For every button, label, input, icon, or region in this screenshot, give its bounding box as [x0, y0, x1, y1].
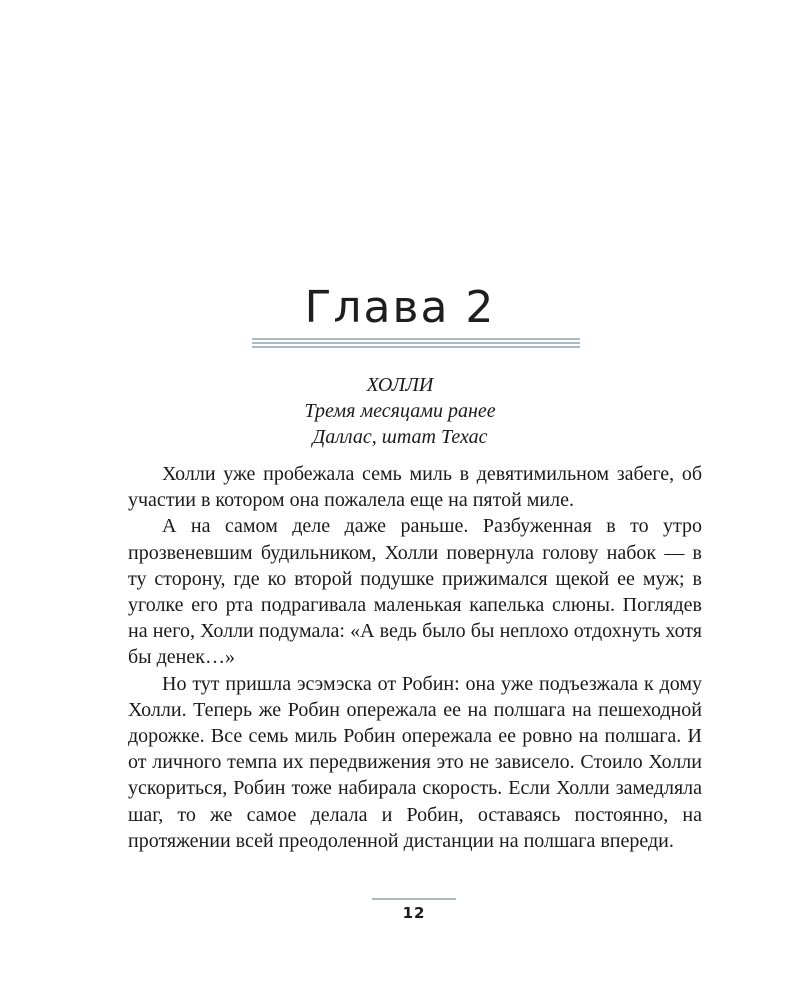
time-caption: Тремя месяцами ранее	[304, 400, 496, 422]
paragraph: Холли уже пробежала семь миль в девятимильном забеге, об участии в котором она пожалела еще на пятой миле.	[128, 463, 702, 512]
character-name: ХОЛЛИ	[366, 374, 434, 396]
chapter-title: Глава 2	[304, 282, 496, 333]
place-caption: Даллас, штат Техас	[312, 426, 488, 448]
body-text	[128, 461, 702, 854]
paragraph: Но тут пришла эсэмэска от Робин: она уже подъезжала к дому Холли. Теперь же Робин опережала ее на полшага на пешеходной дорожке. Все семь миль Робин опережала ее ровно на полшага. И от личного темпа их передвижения это не зависело. Стоило Холли ускориться, Робин тоже набирала скорость. Если Холли замедляла шаг, то же самое делала и Робин, оставаясь постоянно, на протяжении всей преодоленной дистанции на полшага впереди.	[128, 672, 702, 852]
chapter-header	[0, 372, 800, 450]
title-underline-rule	[252, 338, 580, 350]
page-number: 12	[402, 904, 426, 922]
footer-rule	[372, 898, 456, 900]
paragraph: А на самом деле даже раньше. Разбуженная в то утро прозвеневшим будильником, Холли повернула голову набок — в ту сторону, где ко второй подушке прижимался щекой ее муж; в уголке его рта подрагивала маленькая капелька слюны. Поглядев на него, Холли подумала: «А ведь было бы неплохо отдохнуть хотя бы денек…»	[128, 515, 702, 669]
